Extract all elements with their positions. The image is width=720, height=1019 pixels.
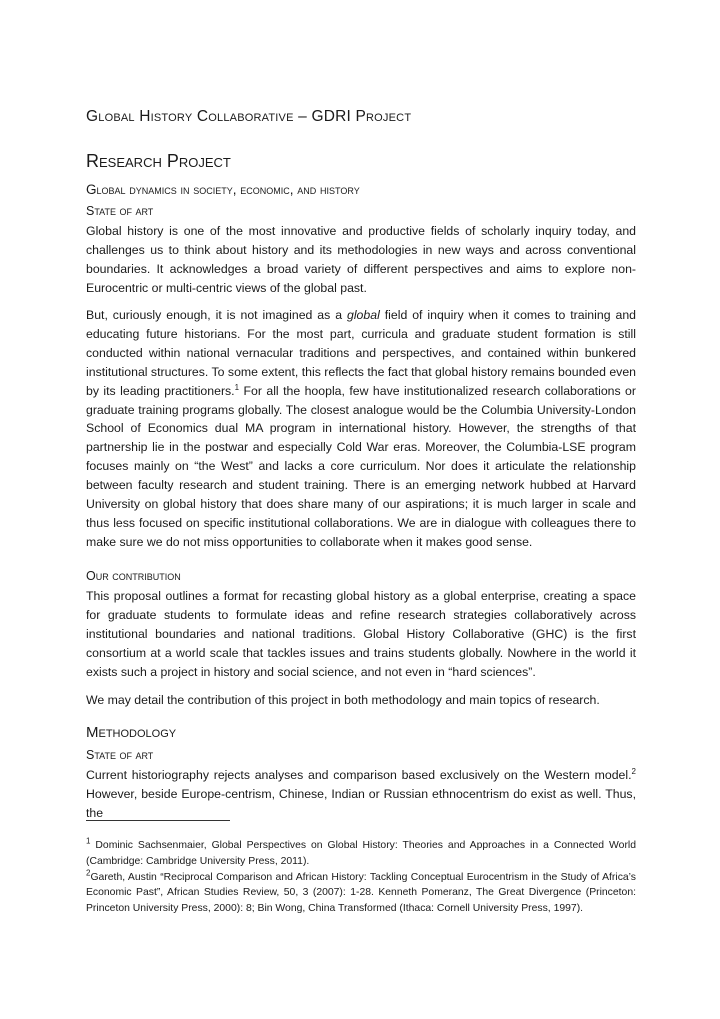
- footnote-2-text: Gareth, Austin “Reciprocal Comparison and African History: Tackling Conceptual Eurocentrism in the Study of Africa’s Economic Past”, African Studies Review, 50, 3 (2007): 1-28. Kenneth Pomeranz, The Great Divergence (Princeton: Princeton University Press, 2000): 8; Bin Wong, China Transformed (Ithaca: Cornell University Press, 1997).: [86, 871, 636, 915]
- paragraph-5-end: However, beside Europe-centrism, Chinese, Indian or Russian ethnocentrism do exist as well. Thus, the: [86, 786, 636, 820]
- paragraph-2-start: But, curiously enough, it is not imagined as a: [86, 308, 347, 322]
- paragraph-2: [86, 306, 636, 552]
- heading-methodology: Methodology: [86, 724, 177, 741]
- paragraph-2-middle: field of inquiry when it comes to training and educating future historians. For the most part, curricula and graduate student formation is still conducted within national vernacular traditions and perspectives, and contained within bunkered institutional structures. To some extent, this reflects the fact that global history remains bounded even by its leading practitioners.: [86, 308, 637, 398]
- paragraph-5-start: Current historiography rejects analyses and comparison based exclusively on the Western model.: [86, 768, 632, 782]
- paragraph-4-block: [86, 691, 636, 710]
- paragraph-3: This proposal outlines a format for recasting global history as a global enterprise, creating a space for graduate students to formulate ideas and refine research strategies collaboratively across institutional boundaries and national traditions. Global History Collaborative (GHC) is the first consortium at a world scale that tackles issues and trains students globally. Nowhere in the world it exists such a project in history and social science, and not even in “hard sciences”.: [86, 589, 636, 679]
- paragraph-3-block: [86, 587, 636, 682]
- paragraph-1: Global history is one of the most innovative and productive fields of scholarly inquiry today, and challenges us to think about history and its methodologies in new ways and across conventional boundaries. It acknowledges a broad variety of different perspectives and aims to explore non-Eurocentric or multi-centric views of the global past.: [86, 224, 636, 295]
- paragraph-5: [86, 766, 636, 823]
- section-our-contribution: [86, 569, 636, 583]
- document-title: Global History Collaborative – GDRI Project: [86, 108, 412, 125]
- section-state-of-art: [86, 204, 636, 218]
- footnote-2-mark: 2: [86, 868, 91, 878]
- paragraph-5-block: [86, 766, 636, 823]
- subheading-global-dynamics: Global dynamics in society, economic, and history: [86, 182, 360, 197]
- heading-research-project: Research Project: [86, 151, 231, 171]
- paragraph-2-emphasis: global: [346, 308, 380, 322]
- subheading-our-contribution: Our contribution: [86, 569, 181, 583]
- footnotes: [86, 838, 636, 917]
- footnote-1-text: Dominic Sachsenmaier, Global Perspectives on Global History: Theories and Approaches in a Connected World (Cambridge: Cambridge University Press, 2011).: [86, 840, 636, 867]
- footnote-ref-2[interactable]: 2: [631, 766, 636, 776]
- section-methodology: [86, 724, 636, 741]
- footnote-ref-1[interactable]: 1: [234, 382, 240, 392]
- subheading-state-of-art-2: State of art: [86, 748, 154, 762]
- paragraph-2-end: For all the hoopla, few have institutionalized research collaborations or graduate training programs globally. The closest analogue would be the Columbia University-London School of Economics dual MA program in international history. However, the strengths of that partnership lie in the postwar and especially Cold War eras. Moreover, the Columbia-LSE program focuses mainly on “the West” and lacks a core curriculum. Nor does it articulate the relationship between faculty research and student training. There is an emerging network hubbed at Harvard University on global history that does share many of our aspirations; it is much larger in scale and thus less focused on specific institutional collaborations. We are in dialogue with colleagues there to make sure we do not miss opportunities to collaborate when it makes good sense.: [86, 383, 636, 549]
- section-global-dynamics: [86, 182, 636, 197]
- footnote-1: [86, 838, 636, 870]
- section-state-of-art-2: [86, 748, 636, 762]
- paragraph-4: We may detail the contribution of this project in both methodology and main topics of research.: [86, 693, 600, 707]
- paragraph-2-block: [86, 306, 636, 552]
- paragraph-1-block: [86, 222, 636, 298]
- footnote-2: [86, 870, 636, 917]
- footnote-1-mark: 1: [86, 836, 91, 846]
- subheading-state-of-art: State of art: [86, 204, 154, 218]
- footnote-separator: [86, 820, 230, 821]
